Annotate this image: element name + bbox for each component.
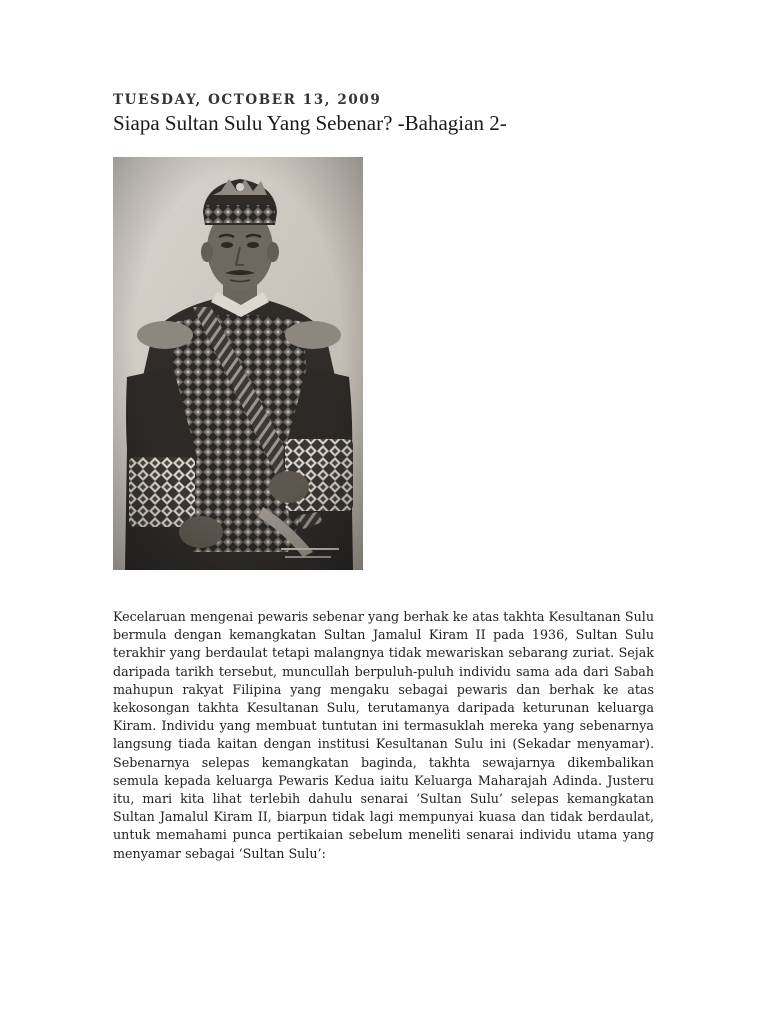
post-title[interactable]: Siapa Sultan Sulu Yang Sebenar? -Bahagian 2-: [113, 111, 507, 135]
post-body-paragraph: Kecelaruan mengenai pewaris sebenar yang berhak ke atas takhta Kesultanan Sulu bermula dengan kemangkatan Sultan Jamalul Kiram II pada 1936, Sultan Sulu terakhir yang berdaulat tetapi malangnya tidak mewariskan sebarang zuriat. Sejak daripada tarikh tersebut, muncullah berpuluh-puluh individu sama ada dari Sabah mahupun rakyat Filipina yang mengaku sebagai pewaris dan berhak ke atas kekosongan takhta Kesultanan Sulu, terutamanya daripada keturunan keluarga Kiram. Individu yang membuat tuntutan ini termasuklah mereka yang sebenarnya langsung tiada kaitan dengan institusi Kesultanan Sulu ini (Sekadar menyamar). Sebenarnya selepas kemangkatan baginda, takhta sewajarnya dikembalikan semula kepada keluarga Pewaris Kedua iaitu Keluarga Maharajah Adinda. Justeru itu, mari kita lihat terlebih dahulu senarai ‘Sultan Sulu’ selepas kemangkatan Sultan Jamalul Kiram II, biarpun tidak lagi mempunyai kuasa dan tidak berdaulat, untuk memahami punca pertikaian sebelum meneliti senarai individu utama yang menyamar sebagai ‘Sultan Sulu’:: [113, 609, 654, 861]
sultan-portrait-photo: [113, 157, 363, 570]
post-date: TUESDAY, OCTOBER 13, 2009: [113, 92, 382, 108]
